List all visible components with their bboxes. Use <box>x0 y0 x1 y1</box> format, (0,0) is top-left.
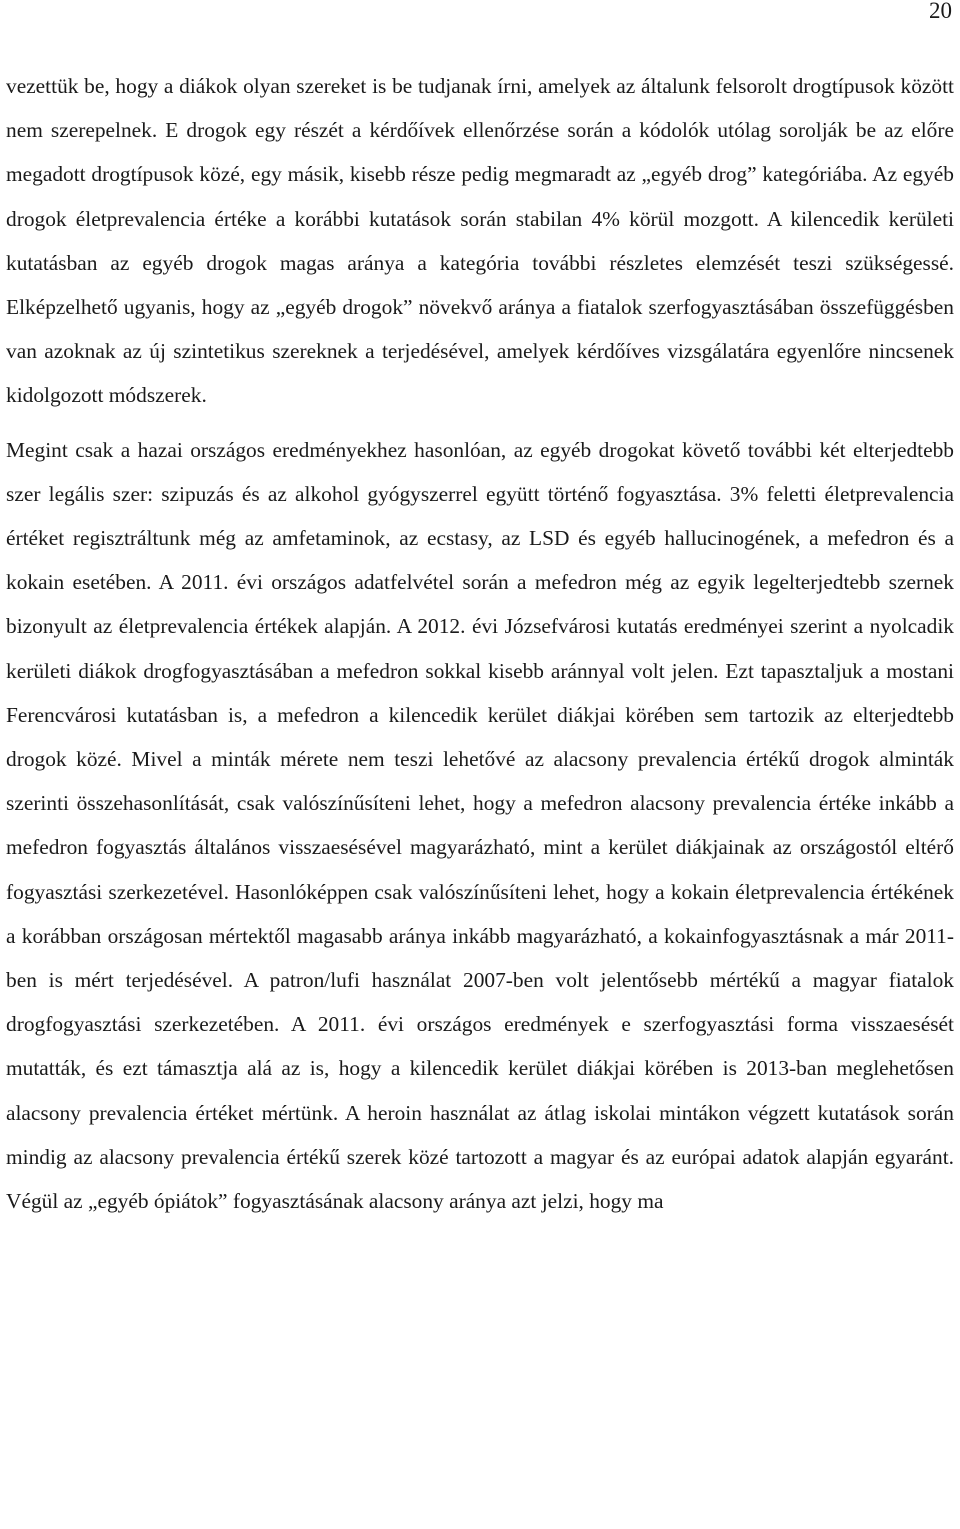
paragraph-other-drugs: vezettük be, hogy a diákok olyan szereket is be tudjanak írni, amelyek az általunk felsorolt drogtípusok között nem szerepelnek. E drogok egy részét a kérdőívek ellenőrzése során a kódolók utólag sorolják be az előre megadott drogtípusok közé, egy másik, kisebb része pedig megmaradt az „egyéb drog” kategóriába. Az egyéb drogok életprevalencia értéke a korábbi kutatások során stabilan 4% körül mozgott. A kilencedik kerületi kutatásban az egyéb drogok magas aránya a kategória további részletes elemzését teszi szükségessé. Elképzelhető ugyanis, hogy az „egyéb drogok” növekvő aránya a fiatalok szerfogyasztásában összefüggésben van azoknak az új szintetikus szereknek a terjedésével, amelyek kérdőíves vizsgálatára egyenlőre nincsenek kidolgozott módszerek. <box>6 74 954 408</box>
body-text <box>6 64 954 1223</box>
paragraph-national-comparison: Megint csak a hazai országos eredményekhez hasonlóan, az egyéb drogokat követő további két elterjedtebb szer legális szer: szipuzás és az alkohol gyógyszerrel együtt történő fogyasztása. 3% feletti életprevalencia értéket regisztráltunk még az amfetaminok, az ecstasy, az LSD és egyéb hallucinogének, a mefedron és a kokain esetében. A 2011. évi országos adatfelvétel során a mefedron még az egyik legelterjedtebb szernek bizonyult az életprevalencia értékek alapján. A 2012. évi Józsefvárosi kutatás eredményei szerint a nyolcadik kerületi diákok drogfogyasztásában a mefedron sokkal kisebb aránnyal volt jelen. Ezt tapasztaljuk a mostani Ferencvárosi kutatásban is, a mefedron a kilencedik kerület diákjai körében sem tartozik az elterjedtebb drogok közé. Mivel a minták mérete nem teszi lehetővé az alacsony prevalencia értékű drogok alminták szerinti összehasonlítását, csak valószínűsíteni lehet, hogy a mefedron alacsony prevalencia értéke inkább a mefedron fogyasztás általános visszaesésével magyarázható, mint a kerület diákjainak az országostól eltérő fogyasztási szerkezetével. Hasonlóképpen csak valószínűsíteni lehet, hogy a kokain életprevalencia értékének a korábban országosan mértektől magasabb aránya inkább magyarázható, a kokainfogyasztásnak a már 2011-ben is mért terjedésével. A patron/lufi használat 2007-ben volt jelentősebb mértékű a magyar fiatalok drogfogyasztási szerkezetében. A 2011. évi országos eredmények e szerfogyasztási forma visszaesését mutatták, és ezt támasztja alá az is, hogy a kilencedik kerület diákjai körében is 2013-ban meglehetősen alacsony prevalencia értéket mértünk. A heroin használat az átlag iskolai mintákon végzett kutatások során mindig az alacsony prevalencia értékű szerek közé tartozott a magyar és az európai adatok alapján egyaránt. Végül az „egyéb ópiátok” fogyasztásának alacsony aránya azt jelzi, hogy ma <box>6 437 954 1214</box>
page-number: 20 <box>929 0 952 23</box>
